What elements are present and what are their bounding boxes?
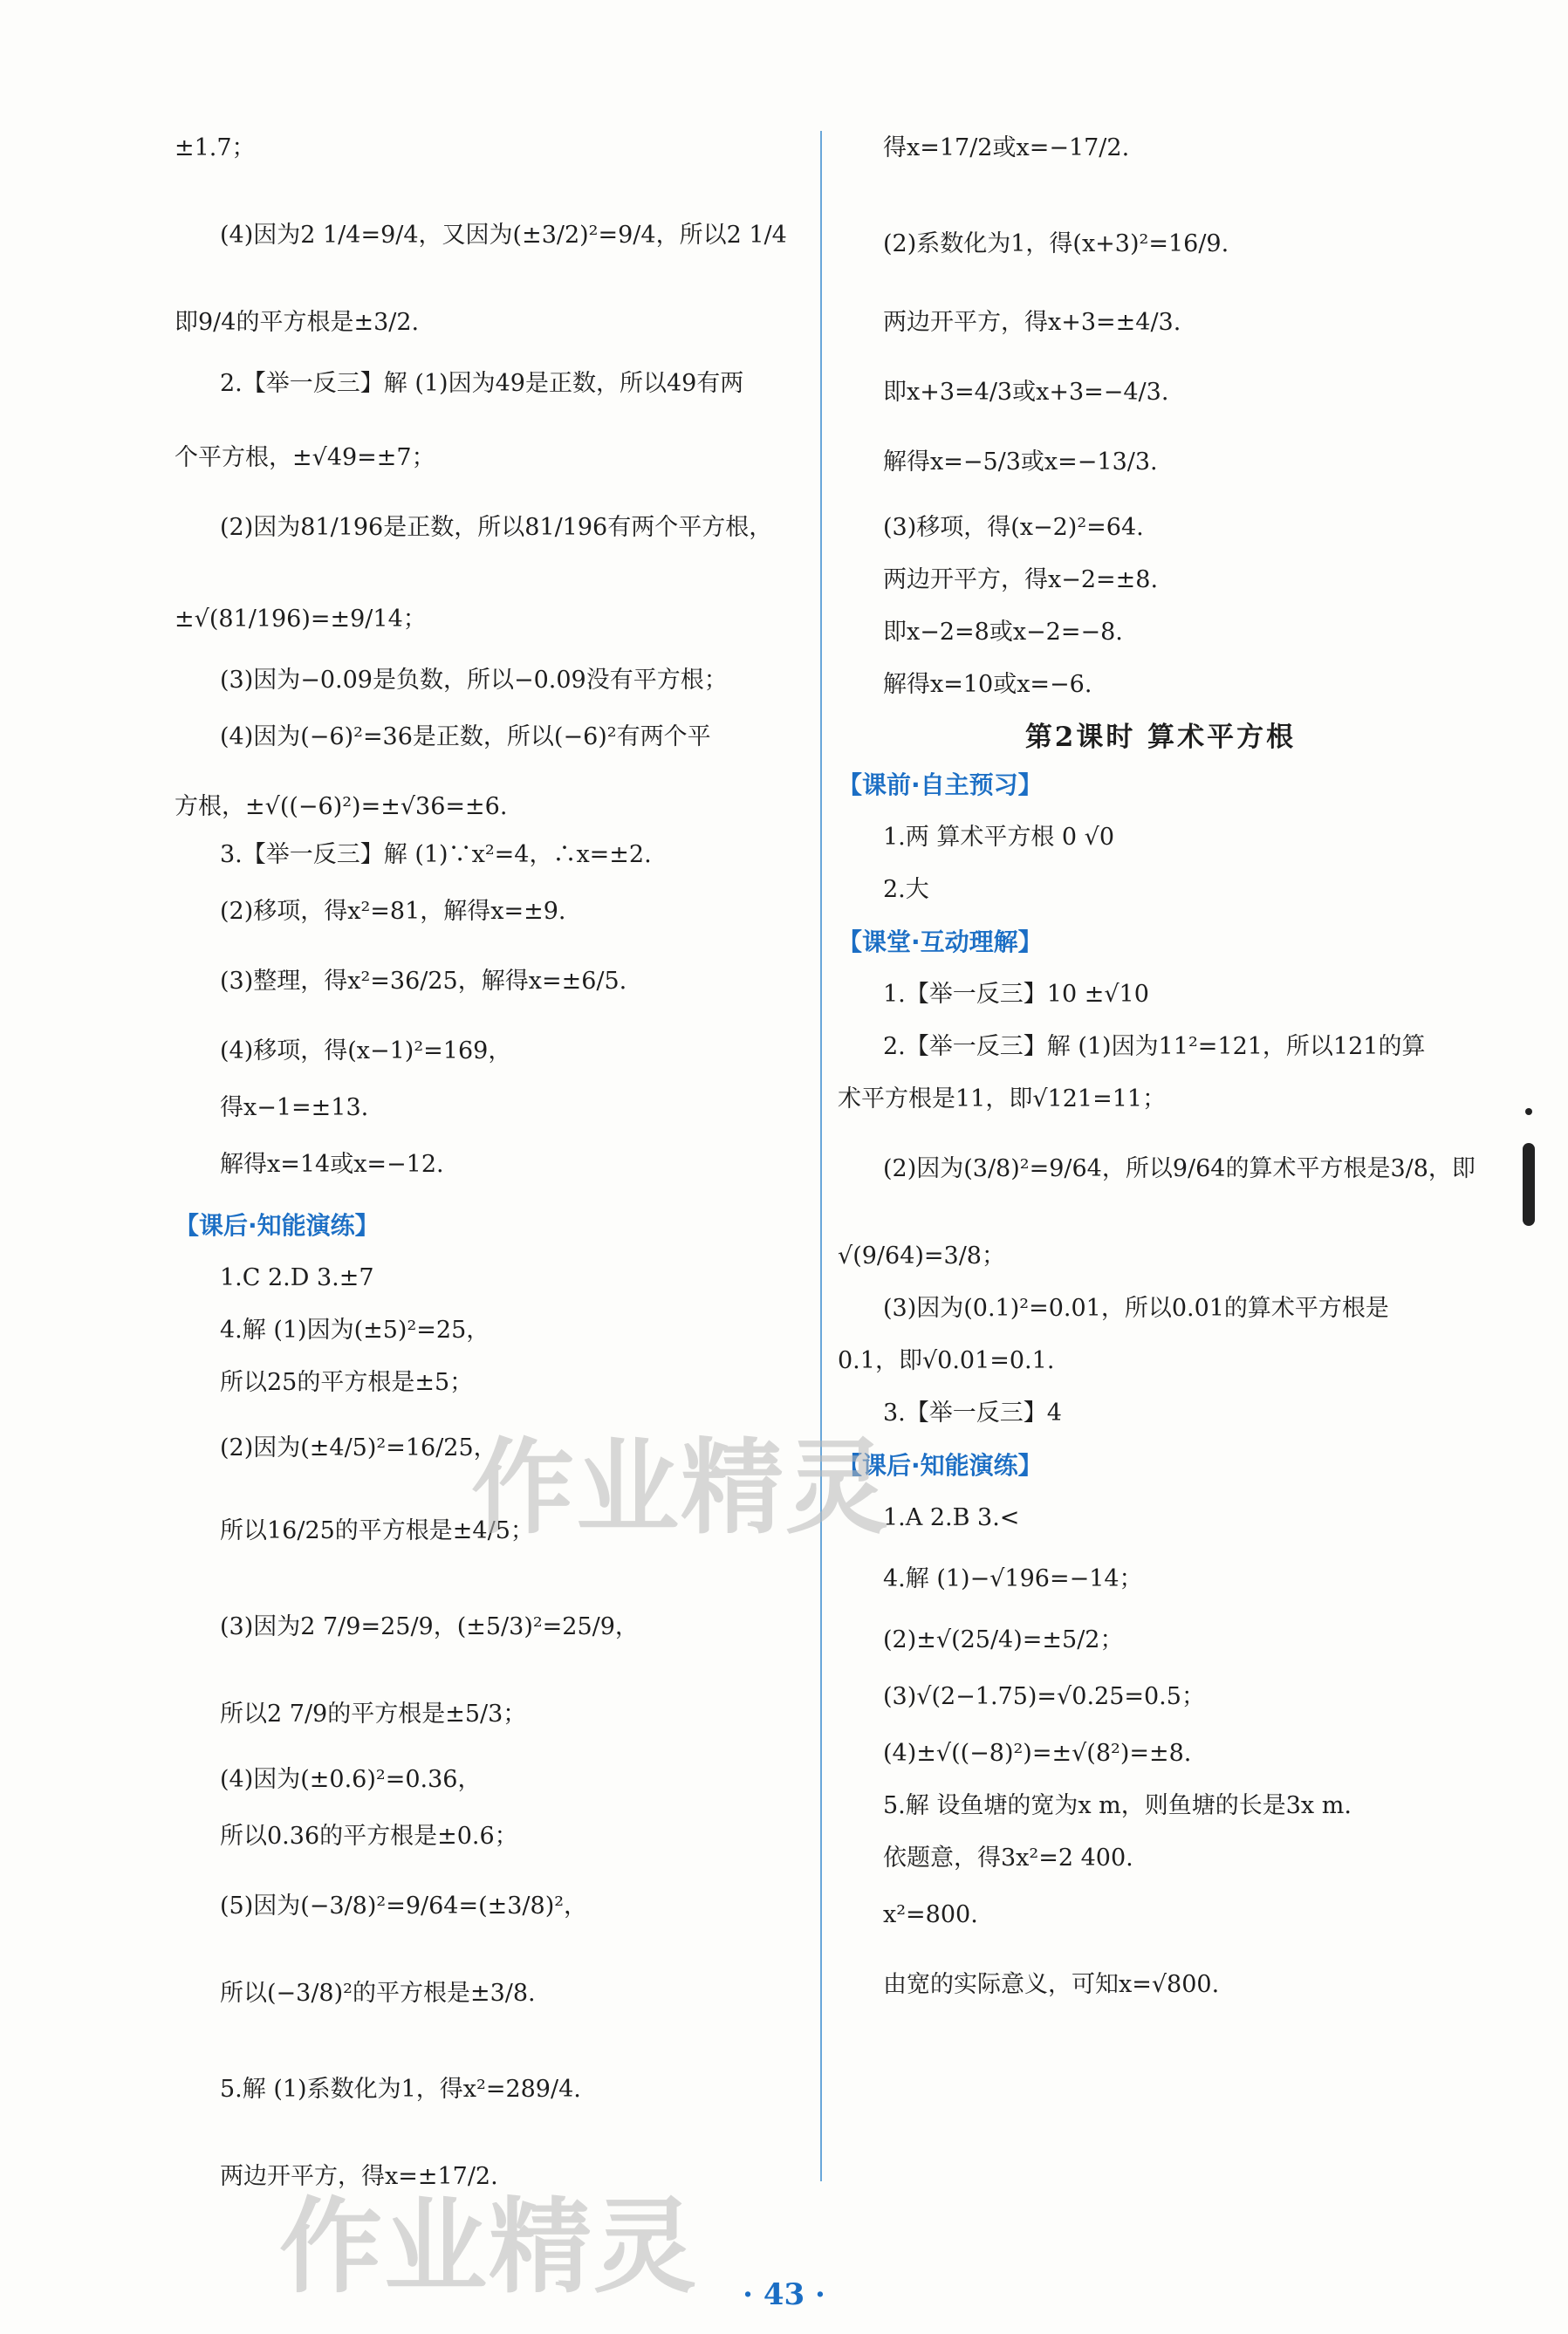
left-line: (5)因为(−3/8)²=9/64=(±3/8)²， <box>220 1893 588 1920</box>
right-line: √(9/64)=3/8； <box>838 1242 1005 1270</box>
left-line: 解得x=14或x=−12. <box>220 1151 444 1178</box>
right-line: (4)±√((−8)²)=±√(8²)=±8. <box>883 1740 1192 1767</box>
right-line: 2.【举一反三】解 (1)因为11²=121，所以121的算 <box>883 1033 1426 1060</box>
scan-mark <box>1523 1143 1535 1226</box>
section-heading: 【课后·知能演练】 <box>175 1211 380 1240</box>
section-heading: 【课后·知能演练】 <box>838 1451 1043 1480</box>
page-number: · 43 · <box>743 2277 825 2312</box>
left-line: ±√(81/196)=±9/14； <box>175 606 427 633</box>
left-line: 所以0.36的平方根是±0.6； <box>220 1823 518 1850</box>
left-line: (4)因为(−6)²=36是正数，所以(−6)²有两个平 <box>220 723 711 750</box>
section-heading: 【课前·自主预习】 <box>838 770 1043 799</box>
column-divider <box>820 131 822 2181</box>
right-line: (2)系数化为1，得(x+3)²=16/9. <box>883 230 1229 257</box>
left-line: (2)因为(±4/5)²=16/25， <box>220 1434 497 1461</box>
right-line: (3)因为(0.1)²=0.01，所以0.01的算术平方根是 <box>883 1295 1389 1322</box>
left-line: 1.C 2.D 3.±7 <box>220 1264 374 1291</box>
right-line: 1.A 2.B 3.< <box>883 1504 1020 1531</box>
left-line: 所以16/25的平方根是±4/5； <box>220 1517 534 1544</box>
left-line: 5.解 (1)系数化为1，得x²=289/4. <box>220 2076 581 2103</box>
left-line: 4.解 (1)因为(±5)²=25， <box>220 1317 490 1344</box>
left-line: 所以25的平方根是±5； <box>220 1369 474 1396</box>
right-line: 1.【举一反三】10 ±√10 <box>883 981 1149 1008</box>
right-line: 两边开平方，得x−2=±8. <box>883 566 1159 593</box>
right-line: 1.两 算术平方根 0 √0 <box>883 824 1115 851</box>
left-line: 3.【举一反三】解 (1)∵x²=4，∴x=±2. <box>220 841 652 868</box>
section-heading: 【课堂·互动理解】 <box>838 927 1043 956</box>
left-line: 所以2 7/9的平方根是±5/3； <box>220 1701 527 1728</box>
left-line: (3)整理，得x²=36/25，解得x=±6/5. <box>220 968 627 995</box>
right-line: 由宽的实际意义，可知x=√800. <box>883 1971 1220 1998</box>
right-line: 两边开平方，得x+3=±4/3. <box>883 309 1181 336</box>
left-line: 方根，±√((−6)²)=±√36=±6. <box>175 793 508 820</box>
right-line: 2.大 <box>883 876 929 903</box>
right-line: 5.解 设鱼塘的宽为x m，则鱼塘的长是3x m. <box>883 1792 1352 1819</box>
left-line: (2)移项，得x²=81，解得x=±9. <box>220 898 566 925</box>
scan-mark-dot <box>1525 1108 1532 1115</box>
left-line: ±1.7； <box>175 134 256 161</box>
left-line: 个平方根，±√49=±7； <box>175 444 435 471</box>
left-line: (4)因为(±0.6)²=0.36， <box>220 1766 482 1793</box>
right-line: x²=800. <box>883 1901 978 1928</box>
left-line: 得x−1=±13. <box>220 1094 369 1121</box>
left-line: (2)因为81/196是正数，所以81/196有两个平方根， <box>220 514 773 541</box>
left-line: (4)因为2 1/4=9/4，又因为(±3/2)²=9/4，所以2 1/4 <box>220 222 787 249</box>
left-line: 2.【举一反三】解 (1)因为49是正数，所以49有两 <box>220 370 744 397</box>
right-line: 解得x=10或x=−6. <box>883 671 1092 698</box>
right-line: 3.【举一反三】4 <box>883 1400 1062 1427</box>
right-line: 依题意，得3x²=2 400. <box>883 1845 1133 1872</box>
left-line: (4)移项，得(x−1)²=169， <box>220 1037 512 1064</box>
left-line: 两边开平方，得x=±17/2. <box>220 2163 498 2190</box>
left-line: 即9/4的平方根是±3/2. <box>175 309 420 336</box>
right-line: (3)移项，得(x−2)²=64. <box>883 514 1144 541</box>
right-line: 术平方根是11，即√121=11； <box>838 1085 1167 1112</box>
left-line: 所以(−3/8)²的平方根是±3/8. <box>220 1980 536 2007</box>
right-line: (2)±√(25/4)=±5/2； <box>883 1626 1124 1653</box>
left-line: (3)因为2 7/9=25/9，(±5/3)²=25/9， <box>220 1613 639 1640</box>
right-line: 解得x=−5/3或x=−13/3. <box>883 448 1158 476</box>
right-line: 即x−2=8或x−2=−8. <box>883 619 1123 646</box>
right-line: 得x=17/2或x=−17/2. <box>883 134 1130 161</box>
left-line: (3)因为−0.09是负数，所以−0.09没有平方根； <box>220 667 728 694</box>
right-line: 0.1，即√0.01=0.1. <box>838 1347 1055 1374</box>
right-line: (2)因为(3/8)²=9/64，所以9/64的算术平方根是3/8，即 <box>883 1155 1476 1182</box>
watermark-top: 作业精灵 <box>471 1427 891 1548</box>
lesson-title: 第2课时 算术平方根 <box>1024 722 1297 753</box>
right-line: (3)√(2−1.75)=√0.25=0.5； <box>883 1683 1205 1710</box>
right-line: 4.解 (1)−√196=−14； <box>883 1565 1143 1592</box>
watermark-bottom: 作业精灵 <box>279 2187 699 2307</box>
right-line: 即x+3=4/3或x+3=−4/3. <box>883 379 1169 406</box>
